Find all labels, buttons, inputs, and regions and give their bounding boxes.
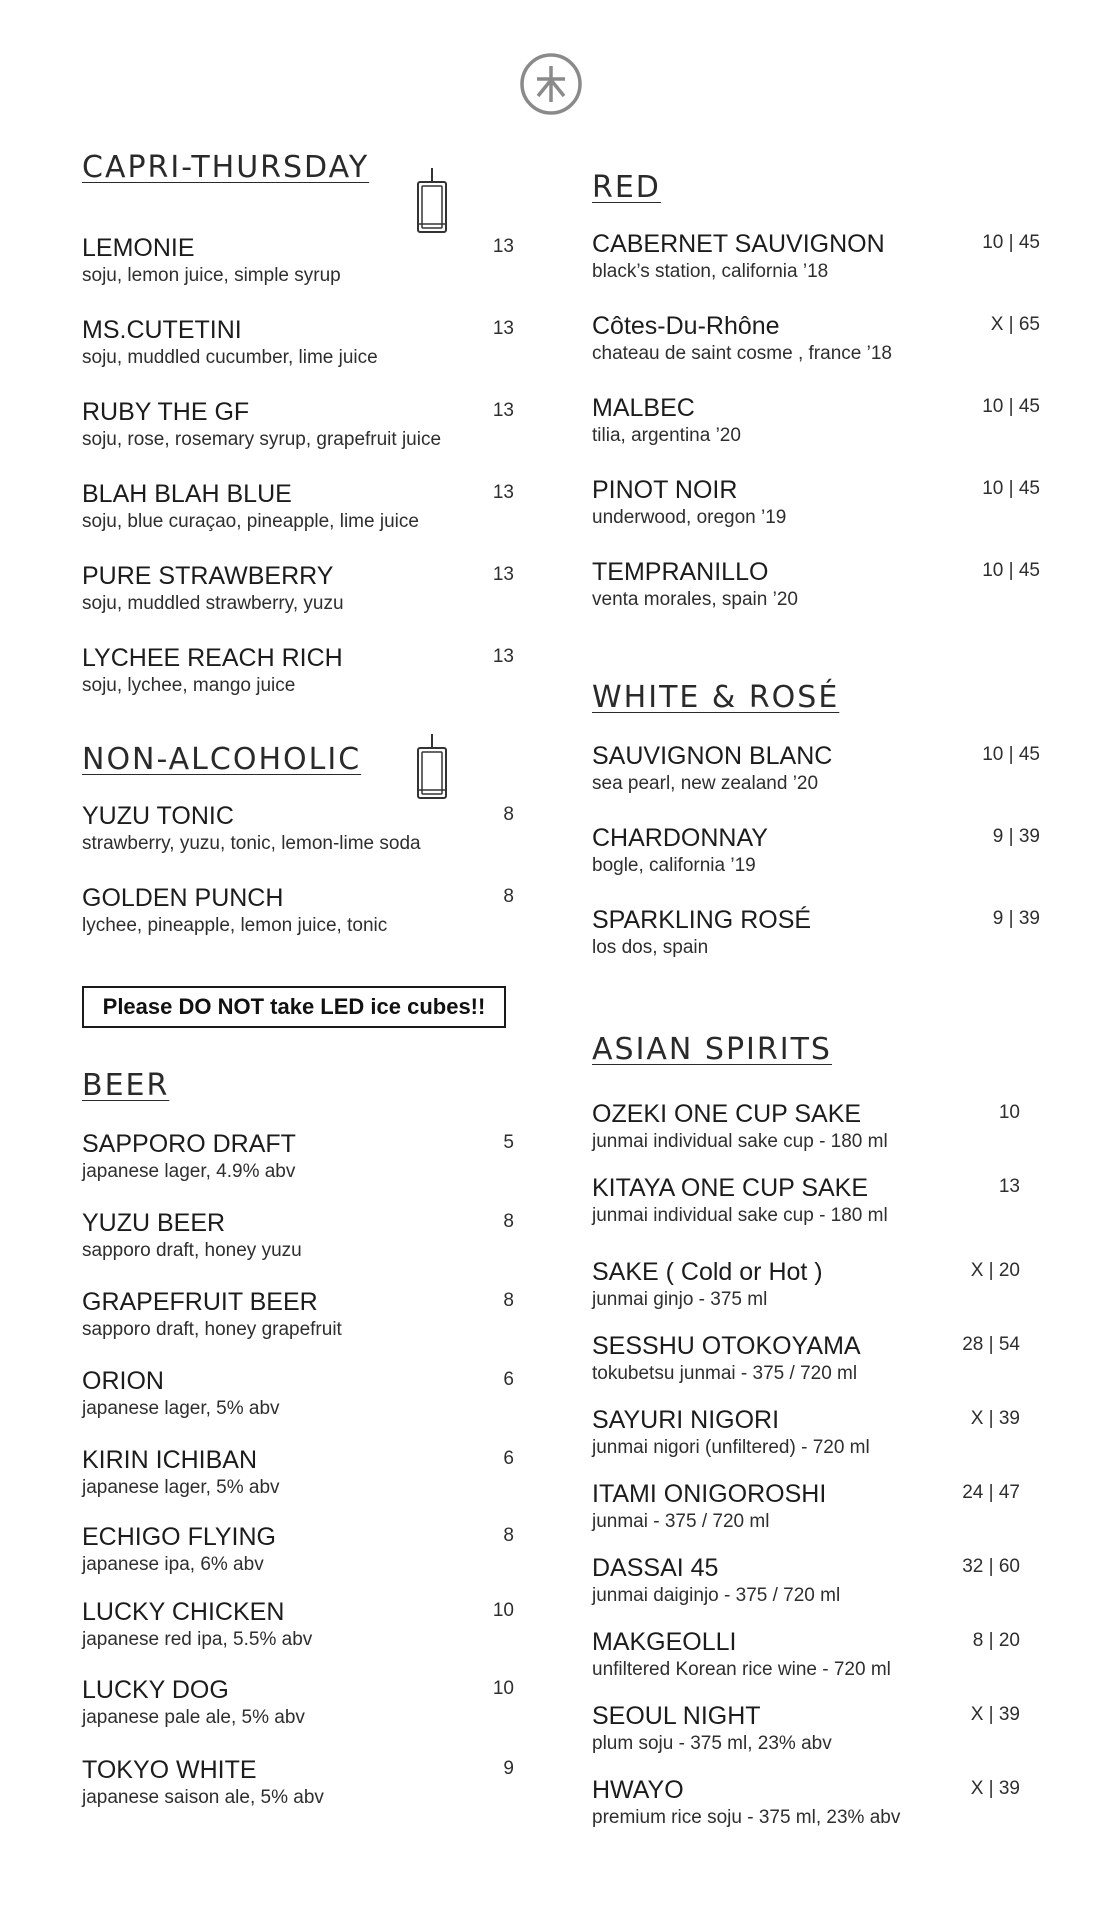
item-price: 8 | 20 (972, 1630, 1020, 1651)
menu-item (82, 1367, 514, 1427)
item-price: 9 | 39 (992, 826, 1040, 847)
item-name: LEMONIE (82, 234, 195, 262)
menu-item (82, 802, 514, 862)
item-price: 9 (503, 1758, 514, 1779)
menu-item (592, 1554, 1020, 1614)
menu-item (592, 1628, 1020, 1688)
item-price: 13 (492, 236, 514, 257)
item-name: LUCKY DOG (82, 1676, 229, 1704)
menu-item (82, 1288, 514, 1348)
item-desc: junmai nigori (unfiltered) - 720 ml (592, 1437, 870, 1458)
item-desc: junmai ginjo - 375 ml (592, 1289, 768, 1310)
item-name: BLAH BLAH BLUE (82, 480, 292, 508)
section-title: ASIAN SPIRITS (592, 1032, 832, 1067)
item-desc: soju, lemon juice, simple syrup (82, 265, 341, 286)
item-price: 8 (503, 1290, 514, 1311)
item-price: 10 | 45 (982, 396, 1040, 417)
item-desc: japanese lager, 5% abv (82, 1477, 280, 1498)
menu-item (82, 1756, 514, 1816)
item-desc: venta morales, spain ’20 (592, 589, 798, 610)
item-price: 10 (492, 1678, 514, 1699)
menu-item (82, 1676, 514, 1736)
item-price: 13 (492, 318, 514, 339)
menu-item (592, 824, 1040, 884)
item-price: 8 (503, 804, 514, 825)
item-price: 32 | 60 (962, 1556, 1020, 1577)
item-desc: plum soju - 375 ml, 23% abv (592, 1733, 832, 1754)
item-price: 13 (492, 646, 514, 667)
item-price: 10 | 45 (982, 744, 1040, 765)
item-name: ECHIGO FLYING (82, 1523, 277, 1551)
item-desc: underwood, oregon ’19 (592, 507, 787, 528)
item-name: DASSAI 45 (592, 1554, 719, 1582)
item-price: X | 39 (970, 1408, 1020, 1429)
item-name: MAKGEOLLI (592, 1628, 737, 1656)
menu-item (82, 884, 514, 944)
menu-item (82, 1523, 514, 1583)
item-price: 10 (998, 1102, 1020, 1123)
item-price: 8 (503, 886, 514, 907)
menu-item (592, 742, 1040, 802)
item-price: 6 (503, 1369, 514, 1390)
item-desc: lychee, pineapple, lemon juice, tonic (82, 915, 388, 936)
item-price: 8 (503, 1525, 514, 1546)
item-price: 9 | 39 (992, 908, 1040, 929)
glass-icon (412, 166, 452, 238)
tree-logo-icon (519, 52, 583, 116)
item-name: PURE STRAWBERRY (82, 562, 334, 590)
section-title: RED (592, 170, 661, 205)
item-desc: strawberry, yuzu, tonic, lemon-lime soda (82, 833, 421, 854)
menu-item (592, 312, 1040, 372)
menu-item (592, 1332, 1020, 1392)
menu-item (82, 480, 514, 540)
item-name: MALBEC (592, 394, 695, 422)
menu-item (592, 1258, 1020, 1318)
item-price: 28 | 54 (962, 1334, 1020, 1355)
item-price: X | 20 (970, 1260, 1020, 1281)
item-desc: bogle, california ’19 (592, 855, 756, 876)
item-name: YUZU BEER (82, 1209, 226, 1237)
item-price: 10 | 45 (982, 232, 1040, 253)
item-name: CHARDONNAY (592, 824, 768, 852)
item-price: 6 (503, 1448, 514, 1469)
item-price: 24 | 47 (962, 1482, 1020, 1503)
item-name: TOKYO WHITE (82, 1756, 257, 1784)
item-name: SESSHU OTOKOYAMA (592, 1332, 861, 1360)
item-name: CABERNET SAUVIGNON (592, 230, 885, 258)
menu-item (592, 906, 1040, 966)
item-name: SAKE ( Cold or Hot ) (592, 1258, 823, 1286)
menu-item (592, 1100, 1020, 1160)
menu-item (82, 562, 514, 622)
item-name: KIRIN ICHIBAN (82, 1446, 258, 1474)
menu-item (592, 476, 1040, 536)
item-desc: junmai individual sake cup - 180 ml (592, 1131, 888, 1152)
item-desc: japanese lager, 5% abv (82, 1398, 280, 1419)
menu-item (592, 1776, 1020, 1836)
item-desc: soju, lychee, mango juice (82, 675, 296, 696)
menu-item (82, 234, 514, 294)
item-price: 10 | 45 (982, 560, 1040, 581)
item-name: LYCHEE REACH RICH (82, 644, 343, 672)
item-name: GRAPEFRUIT BEER (82, 1288, 318, 1316)
menu-item (82, 1209, 514, 1269)
item-name: ORION (82, 1367, 164, 1395)
menu-item (82, 1130, 514, 1190)
item-name: SAYURI NIGORI (592, 1406, 780, 1434)
item-price: 13 (492, 400, 514, 421)
menu-item (82, 1446, 514, 1506)
menu-item (592, 1702, 1020, 1762)
item-price: 5 (503, 1132, 514, 1153)
item-price: X | 39 (970, 1778, 1020, 1799)
item-name: SAUVIGNON BLANC (592, 742, 833, 770)
item-name: SEOUL NIGHT (592, 1702, 761, 1730)
section-title: WHITE & ROSÉ (592, 680, 840, 715)
item-price: X | 39 (970, 1704, 1020, 1725)
item-name: LUCKY CHICKEN (82, 1598, 285, 1626)
item-desc: soju, muddled strawberry, yuzu (82, 593, 344, 614)
item-name: OZEKI ONE CUP SAKE (592, 1100, 862, 1128)
item-desc: los dos, spain (592, 937, 709, 958)
item-desc: soju, muddled cucumber, lime juice (82, 347, 378, 368)
glass-icon (412, 732, 452, 804)
item-price: X | 65 (990, 314, 1040, 335)
section-title: BEER (82, 1068, 170, 1103)
item-name: ITAMI ONIGOROSHI (592, 1480, 827, 1508)
section-title: NON-ALCOHOLIC (82, 742, 362, 777)
item-desc: junmai daiginjo - 375 / 720 ml (592, 1585, 841, 1606)
item-desc: premium rice soju - 375 ml, 23% abv (592, 1807, 901, 1828)
item-price: 8 (503, 1211, 514, 1232)
item-price: 10 (492, 1600, 514, 1621)
item-desc: soju, rose, rosemary syrup, grapefruit juice (82, 429, 442, 450)
item-price: 13 (492, 482, 514, 503)
item-name: MS.CUTETINI (82, 316, 242, 344)
item-desc: chateau de saint cosme , france ’18 (592, 343, 892, 364)
item-name: PINOT NOIR (592, 476, 738, 504)
item-price: 13 (492, 564, 514, 585)
item-name: HWAYO (592, 1776, 684, 1804)
item-name: Côtes-Du-Rhône (592, 312, 780, 340)
item-name: SPARKLING ROSÉ (592, 906, 812, 934)
item-price: 13 (998, 1176, 1020, 1197)
item-desc: sea pearl, new zealand ’20 (592, 773, 819, 794)
menu-item (592, 1406, 1020, 1466)
item-desc: japanese saison ale, 5% abv (82, 1787, 324, 1808)
menu-item (592, 558, 1040, 618)
item-desc: junmai individual sake cup - 180 ml (592, 1205, 888, 1226)
item-desc: junmai - 375 / 720 ml (592, 1511, 770, 1532)
menu-item (82, 316, 514, 376)
item-desc: sapporo draft, honey yuzu (82, 1240, 302, 1261)
item-desc: tokubetsu junmai - 375 / 720 ml (592, 1363, 858, 1384)
item-desc: japanese lager, 4.9% abv (82, 1161, 296, 1182)
item-desc: unfiltered Korean rice wine - 720 ml (592, 1659, 891, 1680)
menu-item (82, 644, 514, 704)
item-name: KITAYA ONE CUP SAKE (592, 1174, 869, 1202)
item-desc: tilia, argentina ’20 (592, 425, 741, 446)
menu-item (82, 398, 514, 458)
item-desc: soju, blue curaçao, pineapple, lime juice (82, 511, 419, 532)
section-title: CAPRI-THURSDAY (82, 150, 370, 185)
item-name: SAPPORO DRAFT (82, 1130, 296, 1158)
menu-item (592, 1480, 1020, 1540)
menu-item (82, 1598, 514, 1658)
menu-item (592, 1174, 1020, 1234)
item-desc: black’s station, california ’18 (592, 261, 829, 282)
item-name: GOLDEN PUNCH (82, 884, 284, 912)
item-desc: sapporo draft, honey grapefruit (82, 1319, 342, 1340)
item-name: TEMPRANILLO (592, 558, 769, 586)
led-notice-box: Please DO NOT take LED ice cubes!! (82, 986, 506, 1028)
item-name: YUZU TONIC (82, 802, 234, 830)
item-desc: japanese ipa, 6% abv (82, 1554, 264, 1575)
menu-item (592, 230, 1040, 290)
item-desc: japanese red ipa, 5.5% abv (82, 1629, 313, 1650)
menu-item (592, 394, 1040, 454)
item-price: 10 | 45 (982, 478, 1040, 499)
item-name: RUBY THE GF (82, 398, 250, 426)
item-desc: japanese pale ale, 5% abv (82, 1707, 305, 1728)
